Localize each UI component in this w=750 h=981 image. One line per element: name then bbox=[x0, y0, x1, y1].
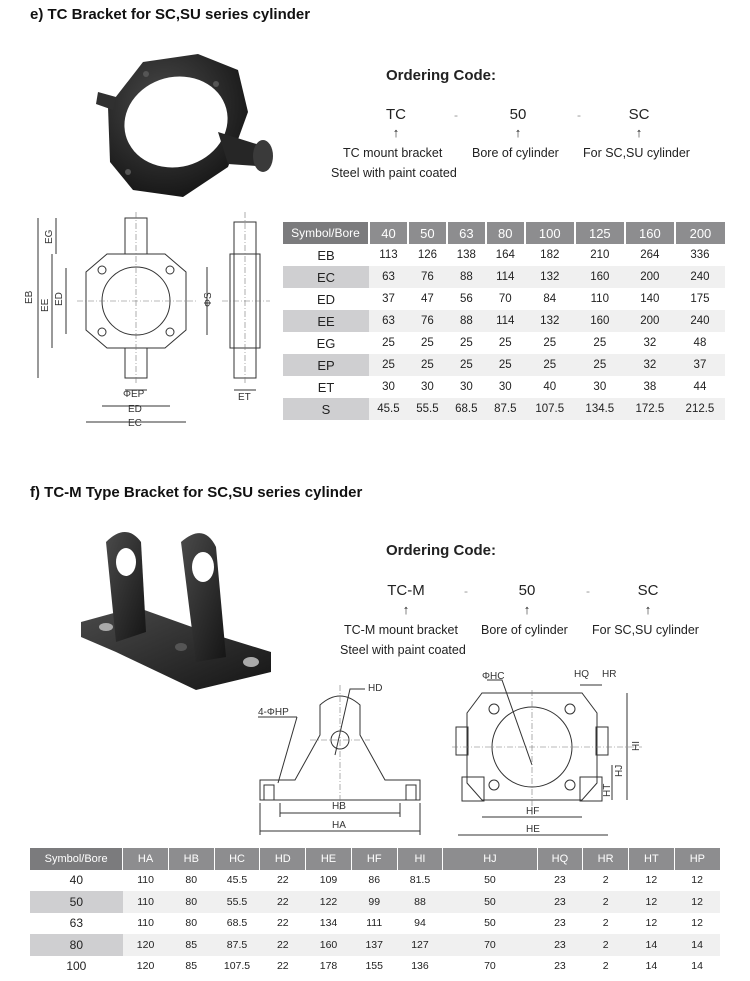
table-row bbox=[30, 956, 720, 978]
table-cell: 70 bbox=[498, 293, 512, 305]
table-cell: 182 bbox=[540, 249, 560, 261]
table-cell: 107.5 bbox=[525, 398, 575, 420]
header-hb: HB bbox=[168, 848, 214, 870]
header-bore-80: 80 bbox=[486, 222, 525, 244]
row-label-cell: EG bbox=[316, 335, 336, 351]
table-cell: 200 bbox=[625, 266, 675, 288]
table-cell: 14 bbox=[674, 934, 720, 956]
table-cell: 240 bbox=[675, 310, 725, 332]
table-cell: 127 bbox=[397, 934, 443, 956]
table-cell: 88 bbox=[447, 266, 486, 288]
table-cell: 113 bbox=[379, 249, 398, 261]
table-cell: 137 bbox=[351, 934, 397, 956]
table-cell: 68.5 bbox=[447, 398, 486, 420]
dim-hd: HD bbox=[368, 683, 383, 694]
table-cell: 50 bbox=[443, 891, 537, 913]
table-cell: 25 bbox=[543, 337, 557, 349]
table-cell: 25 bbox=[486, 354, 525, 376]
table-cell: 44 bbox=[693, 381, 707, 393]
arrow-up-icon: ↑ bbox=[644, 602, 652, 617]
dim-hq: HQ bbox=[574, 669, 589, 680]
code-series: SC bbox=[637, 582, 659, 599]
dim-hc: ΦHC bbox=[482, 671, 505, 682]
dim-hf: HF bbox=[526, 806, 540, 817]
table-cell: 22 bbox=[276, 917, 289, 930]
dim-hr: HR bbox=[602, 669, 617, 680]
header-symbol-bore: Symbol/Bore bbox=[30, 848, 123, 870]
table-row bbox=[283, 398, 725, 420]
code-bore: 50 bbox=[509, 106, 527, 123]
dim-s: ΦS bbox=[203, 292, 214, 307]
table-cell: 200 bbox=[625, 310, 675, 332]
table-cell: 45.5 bbox=[369, 398, 408, 420]
table-cell: 80 bbox=[185, 874, 198, 887]
header-hq: HQ bbox=[537, 848, 583, 870]
header-bore-100: 100 bbox=[525, 222, 575, 244]
table-cell: 25 bbox=[575, 354, 625, 376]
table-cell: 23 bbox=[554, 917, 566, 930]
dim-ep: ΦEP bbox=[123, 389, 145, 400]
tc-m-bracket-photo bbox=[76, 522, 276, 692]
table-row bbox=[283, 266, 725, 288]
dim-hi: HI bbox=[631, 741, 642, 751]
table-cell: 30 bbox=[498, 381, 512, 393]
table-cell: 175 bbox=[690, 293, 710, 305]
row-label-cell: 100 bbox=[66, 959, 87, 974]
table-cell: 136 bbox=[411, 960, 429, 973]
table-cell: 23 bbox=[554, 874, 566, 887]
row-label-cell: ED bbox=[316, 291, 336, 307]
table-cell: 120 bbox=[123, 934, 169, 956]
ordering-code-title-e: Ordering Code: bbox=[386, 67, 497, 84]
table-cell: 37 bbox=[382, 293, 395, 305]
code-dash: - bbox=[577, 108, 581, 122]
table-cell: 212.5 bbox=[675, 398, 725, 420]
code-dash: - bbox=[464, 584, 468, 598]
table-cell: 84 bbox=[543, 293, 557, 305]
table-cell: 336 bbox=[690, 249, 710, 261]
table-row bbox=[283, 354, 725, 376]
material-note: Steel with paint coated bbox=[340, 643, 466, 657]
dim-hp: 4-ΦHP bbox=[258, 707, 289, 718]
table-cell: 210 bbox=[590, 249, 610, 261]
table-cell: 63 bbox=[369, 310, 408, 332]
table-row bbox=[30, 913, 720, 935]
table-row bbox=[283, 376, 725, 398]
table-cell: 32 bbox=[625, 354, 675, 376]
table-cell: 155 bbox=[365, 960, 383, 973]
table-cell: 88 bbox=[447, 310, 486, 332]
table-cell: 240 bbox=[675, 266, 725, 288]
table-cell: 110 bbox=[137, 917, 154, 930]
table-cell: 87.5 bbox=[214, 934, 260, 956]
table-cell: 85 bbox=[168, 934, 214, 956]
dim-ee: EE bbox=[40, 298, 51, 312]
table-cell: 47 bbox=[421, 293, 434, 305]
header-hr: HR bbox=[583, 848, 629, 870]
dim-hj: HJ bbox=[614, 764, 625, 777]
table-cell: 160 bbox=[575, 266, 625, 288]
header-bore-40: 40 bbox=[369, 222, 408, 244]
desc-series: For SC,SU cylinder bbox=[583, 146, 690, 160]
table-cell: 81.5 bbox=[409, 874, 431, 887]
material-note: Steel with paint coated bbox=[331, 166, 457, 180]
table-row bbox=[283, 288, 725, 310]
code-tc-m: TC-M bbox=[387, 582, 425, 599]
section-e-title: e) TC Bracket for SC,SU series cylinder bbox=[30, 6, 311, 23]
desc-series: For SC,SU cylinder bbox=[592, 623, 699, 637]
dim-ec: EC bbox=[128, 418, 142, 429]
arrow-up-icon: ↑ bbox=[514, 125, 522, 140]
row-label-cell: EE bbox=[283, 310, 369, 332]
table-cell: 48 bbox=[693, 337, 707, 349]
header-bore-200: 200 bbox=[675, 222, 725, 244]
row-label-cell: EB bbox=[317, 247, 335, 263]
table-cell: 30 bbox=[593, 381, 607, 393]
header-hp: HP bbox=[674, 848, 720, 870]
table-cell: 30 bbox=[459, 381, 473, 393]
dim-ed-bottom: ED bbox=[128, 404, 142, 415]
table-cell: 14 bbox=[628, 934, 674, 956]
table-cell: 114 bbox=[486, 310, 525, 332]
desc-bore: Bore of cylinder bbox=[481, 623, 568, 637]
dim-ht: HT bbox=[602, 783, 613, 797]
header-hc: HC bbox=[214, 848, 260, 870]
table-cell: 126 bbox=[417, 249, 437, 261]
table-cell: 45.5 bbox=[226, 874, 248, 887]
arrow-up-icon: ↑ bbox=[402, 602, 410, 617]
ordering-code-title-f: Ordering Code: bbox=[386, 542, 497, 559]
table-tc-dimensions bbox=[283, 222, 725, 420]
table-cell: 134 bbox=[319, 917, 338, 930]
header-hj: HJ bbox=[443, 848, 537, 870]
table-cell: 56 bbox=[459, 293, 473, 305]
table-row bbox=[283, 332, 725, 354]
header-ha: HA bbox=[123, 848, 169, 870]
tc-m-front-drawing bbox=[250, 675, 440, 840]
table-cell: 111 bbox=[366, 917, 383, 930]
row-label-cell: ET bbox=[317, 379, 335, 395]
header-hi: HI bbox=[397, 848, 443, 870]
header-hd: HD bbox=[260, 848, 306, 870]
row-label-cell: 40 bbox=[69, 873, 84, 888]
header-bore-50: 50 bbox=[408, 222, 447, 244]
tc-bracket-photo bbox=[88, 52, 278, 204]
tc-m-top-drawing bbox=[452, 665, 652, 845]
table-cell: 172.5 bbox=[625, 398, 675, 420]
row-label-cell: 80 bbox=[30, 934, 123, 956]
header-he: HE bbox=[306, 848, 352, 870]
table-cell: 38 bbox=[643, 381, 657, 393]
table-cell: 138 bbox=[456, 249, 476, 261]
table-cell: 22 bbox=[276, 874, 289, 887]
section-f-title: f) TC-M Type Bracket for SC,SU series cylinder bbox=[30, 484, 363, 501]
table-cell: 140 bbox=[640, 293, 660, 305]
table-cell: 25 bbox=[498, 337, 512, 349]
table-cell: 55.5 bbox=[408, 398, 447, 420]
table-cell: 14 bbox=[691, 960, 703, 973]
table-cell: 12 bbox=[628, 891, 674, 913]
arrow-up-icon: ↑ bbox=[392, 125, 400, 140]
table-cell: 110 bbox=[137, 874, 154, 887]
table-row bbox=[283, 244, 725, 266]
table-cell: 122 bbox=[306, 891, 352, 913]
dim-ed: ED bbox=[54, 292, 65, 306]
table-cell: 25 bbox=[382, 337, 395, 349]
table-cell: 114 bbox=[486, 266, 525, 288]
table-cell: 2 bbox=[602, 917, 609, 930]
row-label-cell: EC bbox=[283, 266, 369, 288]
header-ht: HT bbox=[628, 848, 674, 870]
table-cell: 30 bbox=[421, 381, 434, 393]
table-cell: 30 bbox=[382, 381, 395, 393]
table-cell: 22 bbox=[276, 960, 289, 973]
arrow-up-icon: ↑ bbox=[523, 602, 531, 617]
table-cell: 70 bbox=[443, 934, 537, 956]
table-cell: 80 bbox=[185, 917, 198, 930]
table-cell: 107.5 bbox=[223, 960, 251, 973]
table-row bbox=[30, 891, 720, 913]
table-cell: 264 bbox=[640, 249, 660, 261]
table-cell: 164 bbox=[495, 249, 515, 261]
table-cell: 25 bbox=[459, 337, 473, 349]
table-cell: 76 bbox=[408, 266, 447, 288]
table-header-row bbox=[30, 848, 720, 870]
row-label-cell: 50 bbox=[30, 891, 123, 913]
table-cell: 87.5 bbox=[486, 398, 525, 420]
table-cell: 22 bbox=[260, 891, 306, 913]
code-tc: TC bbox=[386, 106, 406, 123]
header-symbol-bore: Symbol/Bore bbox=[283, 222, 369, 244]
table-cell: 160 bbox=[575, 310, 625, 332]
dim-hb: HB bbox=[332, 801, 346, 812]
table-cell: 120 bbox=[136, 960, 155, 973]
row-label-cell: S bbox=[283, 398, 369, 420]
header-bore-125: 125 bbox=[575, 222, 625, 244]
table-row bbox=[30, 934, 720, 956]
table-cell: 25 bbox=[447, 354, 486, 376]
arrow-up-icon: ↑ bbox=[635, 125, 643, 140]
table-cell: 2 bbox=[583, 934, 629, 956]
table-cell: 68.5 bbox=[226, 917, 248, 930]
header-hf: HF bbox=[351, 848, 397, 870]
dim-he: HE bbox=[526, 824, 540, 835]
table-cell: 80 bbox=[168, 891, 214, 913]
table-cell: 14 bbox=[645, 960, 658, 973]
code-dash: - bbox=[586, 584, 590, 598]
table-cell: 110 bbox=[123, 891, 169, 913]
table-cell: 25 bbox=[525, 354, 575, 376]
table-cell: 37 bbox=[675, 354, 725, 376]
table-row bbox=[30, 870, 720, 892]
table-cell: 178 bbox=[319, 960, 338, 973]
code-bore: 50 bbox=[518, 582, 536, 599]
desc-bore: Bore of cylinder bbox=[472, 146, 559, 160]
table-tc-m-dimensions bbox=[30, 848, 720, 977]
table-cell: 134.5 bbox=[575, 398, 625, 420]
table-cell: 12 bbox=[691, 917, 703, 930]
table-cell: 50 bbox=[484, 874, 496, 887]
table-header-row bbox=[283, 222, 725, 244]
table-cell: 25 bbox=[421, 337, 434, 349]
table-cell: 25 bbox=[369, 354, 408, 376]
table-cell: 110 bbox=[590, 293, 609, 305]
table-cell: 99 bbox=[351, 891, 397, 913]
table-cell: 12 bbox=[645, 874, 658, 887]
table-row bbox=[283, 310, 725, 332]
dim-ha: HA bbox=[332, 820, 346, 831]
table-cell: 2 bbox=[602, 874, 609, 887]
table-cell: 85 bbox=[185, 960, 198, 973]
table-cell: 50 bbox=[484, 917, 496, 930]
code-series: SC bbox=[628, 106, 650, 123]
tc-bracket-drawing bbox=[22, 212, 282, 430]
header-bore-160: 160 bbox=[625, 222, 675, 244]
header-bore-63: 63 bbox=[447, 222, 486, 244]
table-cell: 88 bbox=[397, 891, 443, 913]
code-dash: - bbox=[454, 108, 458, 122]
table-cell: 23 bbox=[537, 934, 583, 956]
table-cell: 40 bbox=[543, 381, 557, 393]
row-label-cell: EP bbox=[283, 354, 369, 376]
desc-mount: TC mount bracket bbox=[343, 146, 443, 160]
table-cell: 23 bbox=[537, 891, 583, 913]
table-cell: 55.5 bbox=[214, 891, 260, 913]
row-label-cell: 63 bbox=[69, 916, 84, 931]
dim-eb: EB bbox=[24, 290, 35, 304]
table-cell: 12 bbox=[645, 917, 658, 930]
table-cell: 12 bbox=[674, 891, 720, 913]
table-cell: 70 bbox=[484, 960, 496, 973]
table-cell: 109 bbox=[319, 874, 338, 887]
table-cell: 94 bbox=[414, 917, 426, 930]
table-cell: 160 bbox=[306, 934, 352, 956]
table-cell: 63 bbox=[369, 266, 408, 288]
dim-et: ET bbox=[238, 392, 251, 403]
table-cell: 23 bbox=[554, 960, 566, 973]
dim-eg: EG bbox=[44, 229, 55, 244]
table-cell: 22 bbox=[260, 934, 306, 956]
table-cell: 25 bbox=[408, 354, 447, 376]
table-cell: 25 bbox=[593, 337, 607, 349]
table-cell: 2 bbox=[602, 960, 609, 973]
table-cell: 12 bbox=[691, 874, 703, 887]
table-cell: 86 bbox=[368, 874, 381, 887]
table-cell: 132 bbox=[525, 310, 575, 332]
table-cell: 76 bbox=[408, 310, 447, 332]
table-cell: 2 bbox=[583, 891, 629, 913]
table-cell: 32 bbox=[643, 337, 657, 349]
table-cell: 132 bbox=[525, 266, 575, 288]
desc-mount: TC-M mount bracket bbox=[344, 623, 458, 637]
